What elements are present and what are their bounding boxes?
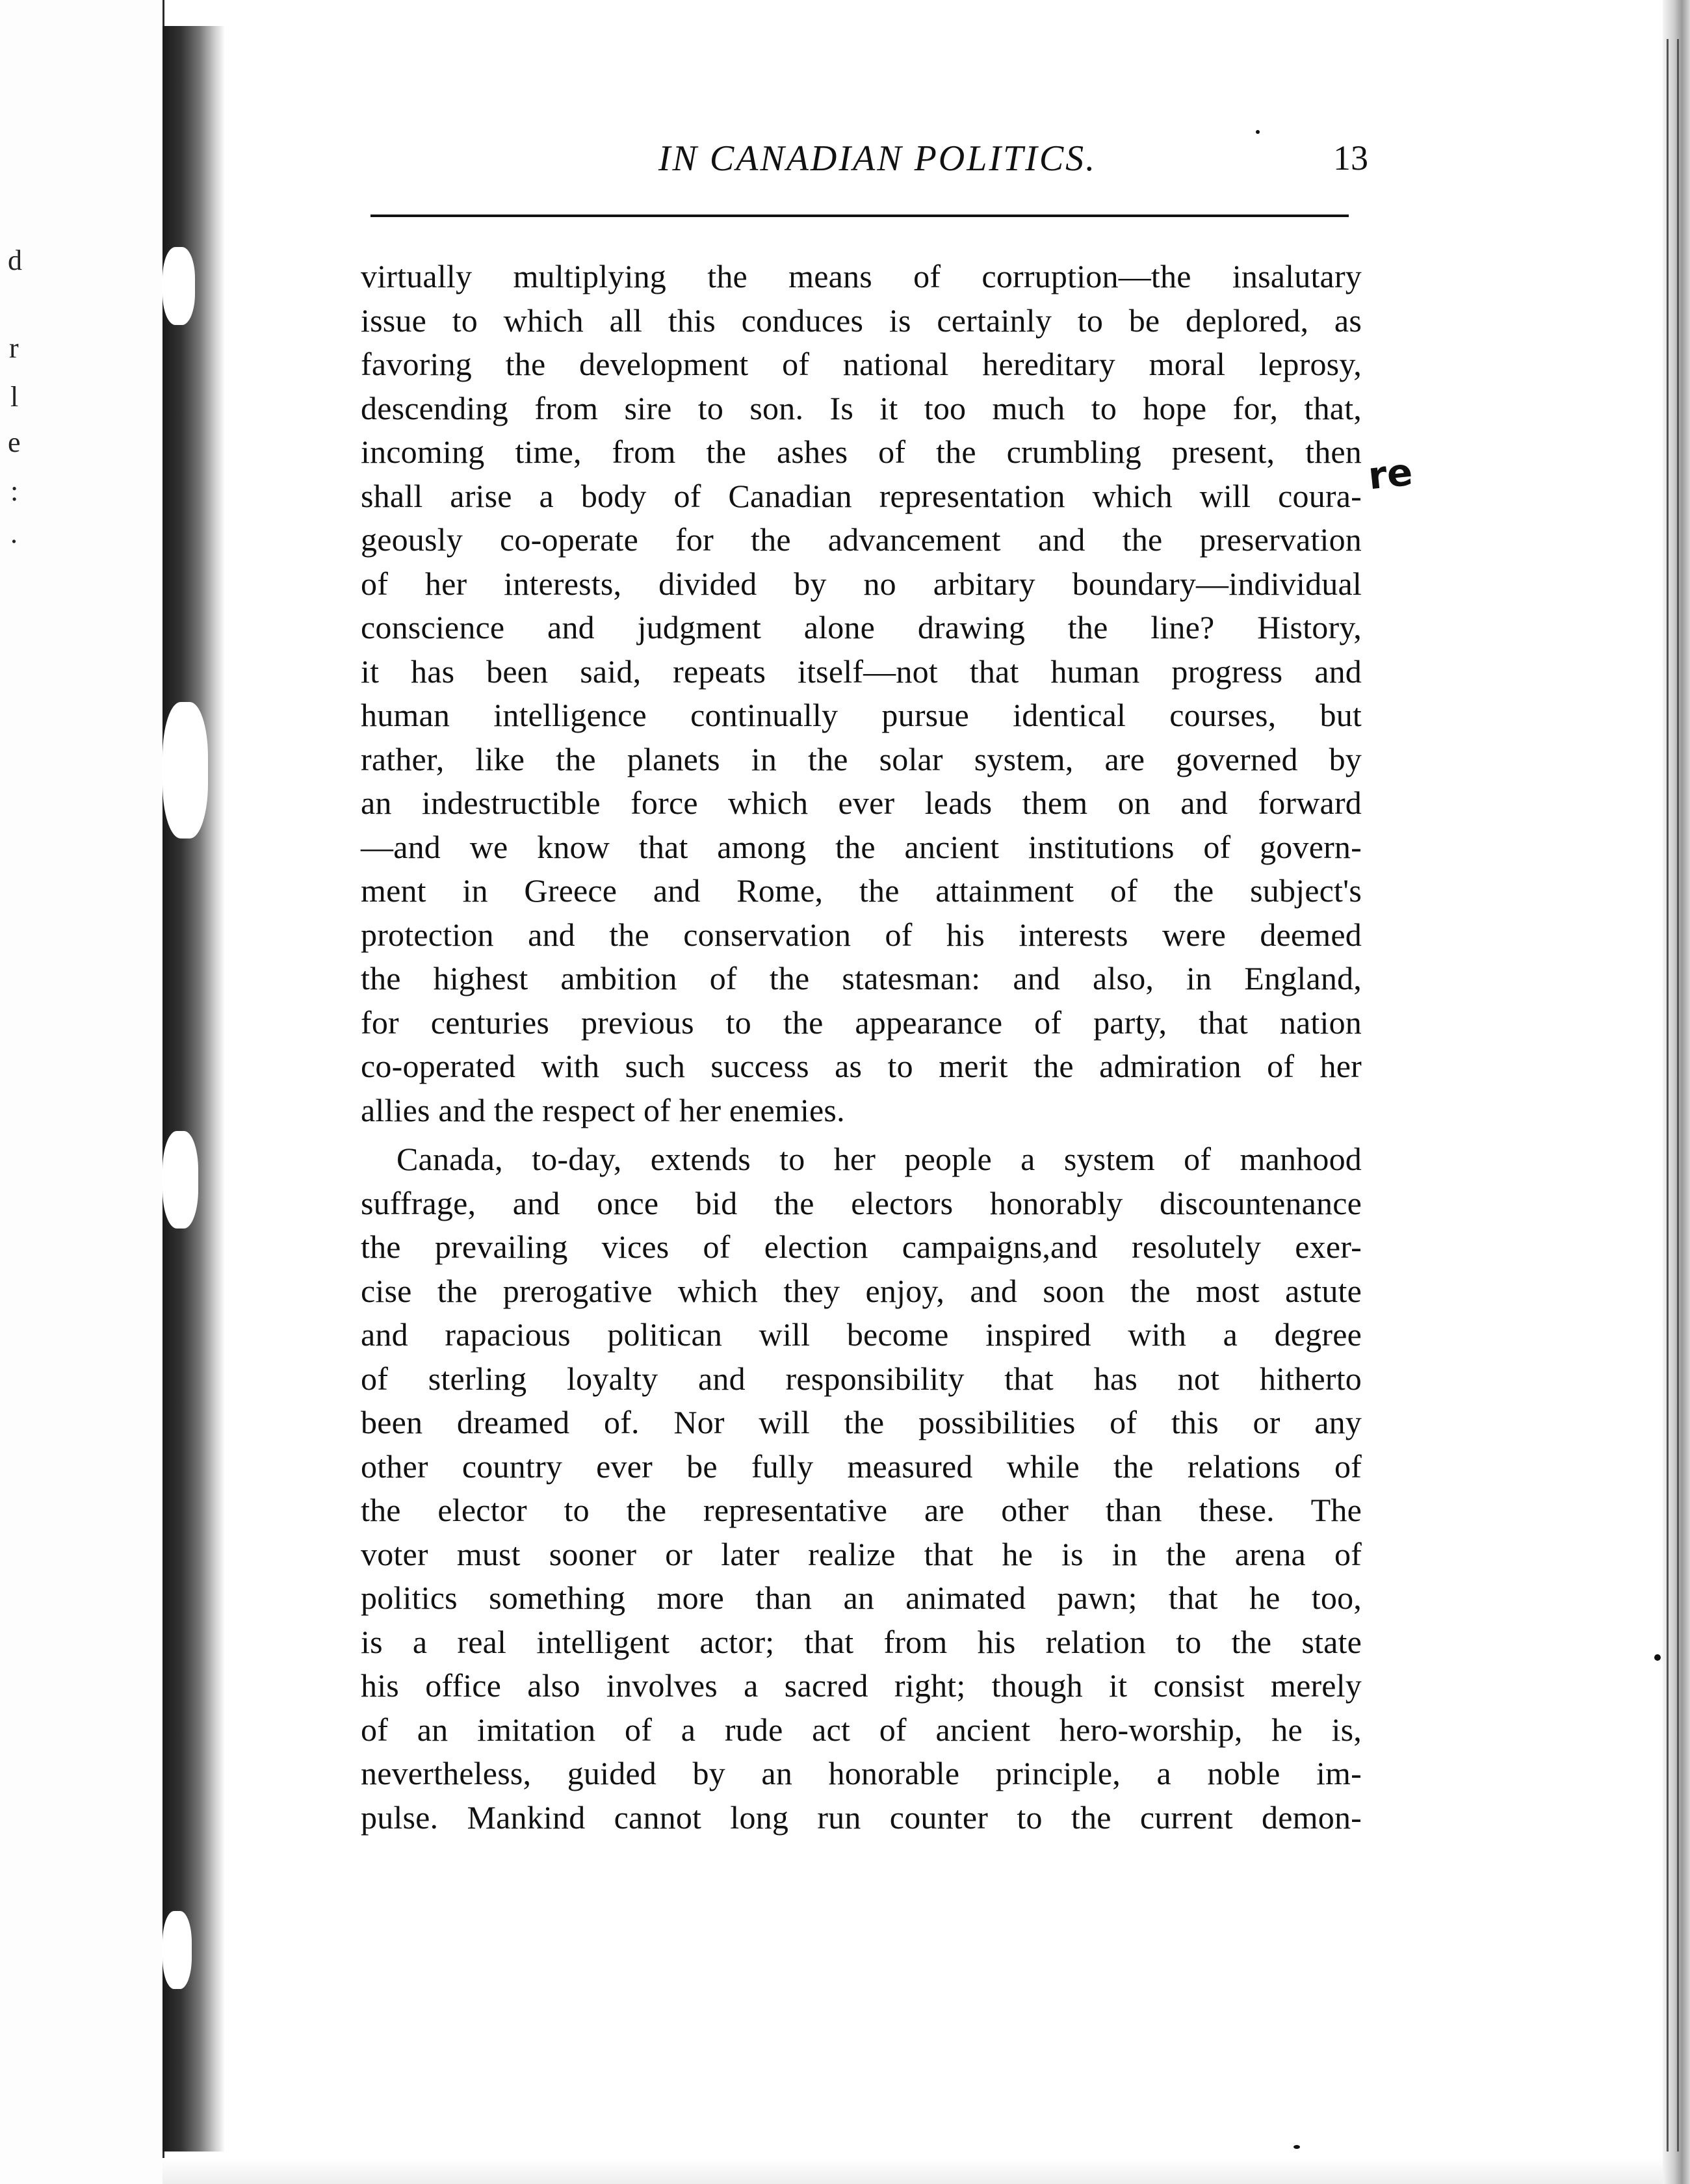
text-line: incoming time, from the ashes of the crumbling present, then (361, 434, 1362, 470)
text-line: politics something more than an animated pawn; that he too, (361, 1580, 1362, 1616)
page-edge-line (1677, 39, 1679, 2152)
left-margin-fragment: : (10, 475, 19, 507)
text-line: descending from sire to son. Is it too much to hope for, that, (361, 389, 1362, 426)
left-facing-page (0, 0, 164, 2184)
left-margin-fragment: l (10, 381, 19, 413)
header-rule (370, 214, 1349, 217)
left-margin-fragment: r (9, 332, 19, 364)
page-edge-line (1667, 39, 1669, 2152)
left-margin-fragment: . (10, 517, 18, 549)
text-line: the elector to the representative are other than these. The (361, 1492, 1362, 1528)
page-edge (1663, 0, 1690, 2184)
text-line: the prevailing vices of election campaigns,and resolutely exer- (361, 1228, 1362, 1265)
paper-tear (162, 702, 208, 838)
text-line: co-operated with such success as to merit the admiration of her (361, 1048, 1362, 1084)
text-line: pulse. Mankind cannot long run counter to the current demon- (361, 1799, 1362, 1836)
text-line: other country ever be fully measured while the relations of (361, 1448, 1362, 1485)
text-line: of her interests, divided by no arbitary boundary—individual (361, 565, 1362, 602)
paper-tear (162, 1911, 192, 1989)
paragraph-gap (361, 1132, 1362, 1138)
left-margin-fragment: d (8, 244, 22, 276)
page-number: 13 (1333, 138, 1368, 177)
text-line: protection and the conservation of his interests were deemed (361, 916, 1362, 953)
text-line: of an imitation of a rude act of ancient hero-worship, he is, (361, 1711, 1362, 1748)
text-line: is a real intelligent actor; that from his relation to the state (361, 1623, 1362, 1660)
text-line: favoring the development of national hereditary moral leprosy, (361, 346, 1362, 382)
bottom-edge (162, 2158, 1663, 2184)
text-line: nevertheless, guided by an honorable principle, a noble im- (361, 1755, 1362, 1791)
handwritten-annotation: re (1366, 449, 1415, 499)
text-line: —and we know that among the ancient institutions of govern- (361, 828, 1362, 865)
text-line: Canada, to-day, extends to her people a system of manhood (396, 1141, 1362, 1177)
text-line: his office also involves a sacred right; though it consist merely (361, 1667, 1362, 1704)
text-line: allies and the respect of her enemies. (361, 1091, 845, 1128)
text-line: conscience and judgment alone drawing the line? History, (361, 609, 1362, 645)
text-line: of sterling loyalty and responsibility that has not hitherto (361, 1360, 1362, 1397)
text-line: it has been said, repeats itself—not that human progress and (361, 653, 1362, 690)
text-line: geously co-operate for the advancement and the preservation (361, 521, 1362, 558)
book-gutter (162, 26, 224, 2152)
paper-tear (162, 1131, 198, 1228)
paper-tear (162, 247, 195, 325)
text-line: an indestructible force which ever leads them on and forward (361, 785, 1362, 821)
paragraph (361, 1138, 1362, 1840)
scan-speck (1294, 2145, 1300, 2149)
paragraph (361, 255, 1362, 1132)
text-line: the highest ambition of the statesman: and also, in England, (361, 960, 1362, 996)
text-line: human intelligence continually pursue identical courses, but (361, 697, 1362, 733)
left-margin-fragment: e (8, 426, 21, 458)
text-line: ment in Greece and Rome, the attainment of the subject's (361, 872, 1362, 909)
text-line: suffrage, and once bid the electors honorably discountenance (361, 1184, 1362, 1221)
text-line: been dreamed of. Nor will the possibilities of this or any (361, 1404, 1362, 1440)
text-line: and rapacious politican will become inspired with a degree (361, 1316, 1362, 1353)
text-line: voter must sooner or later realize that he is in the arena of (361, 1535, 1362, 1572)
text-line: virtually multiplying the means of corruption—the insalutary (361, 258, 1362, 294)
text-line: cise the prerogative which they enjoy, and soon the most astute (361, 1272, 1362, 1309)
text-line: for centuries previous to the appearance of party, that nation (361, 1004, 1362, 1041)
text-line: issue to which all this conduces is certainly to be deplored, as (361, 302, 1362, 339)
page-body (361, 255, 1362, 1840)
running-head: IN CANADIAN POLITICS. (658, 138, 1097, 179)
scan-speck (1654, 1654, 1661, 1661)
scan-speck (1256, 130, 1260, 134)
text-line: rather, like the planets in the solar system, are governed by (361, 740, 1362, 777)
text-line: shall arise a body of Canadian representation which will coura- (361, 477, 1362, 514)
